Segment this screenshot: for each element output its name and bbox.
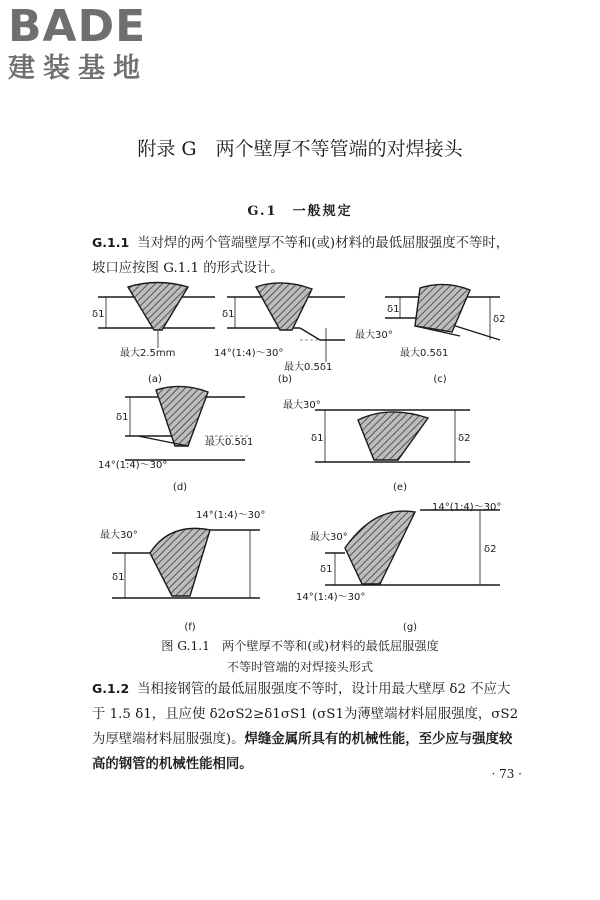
figure-caption-line2: 不等时管端的对焊接头形式	[226, 660, 374, 674]
clause-number: G.1.2	[92, 681, 130, 696]
delta1-f: δ1	[112, 572, 125, 583]
logo-brand: BADE	[8, 1, 147, 52]
label-e: (e)	[393, 482, 407, 493]
note-max05-c: 最大0.5δ1	[400, 348, 449, 359]
delta2-e: δ2	[458, 433, 471, 444]
delta2-g: δ2	[484, 544, 497, 555]
note-angle-b: 14°(1:4)～30°	[214, 348, 284, 359]
delta1-b: δ1	[222, 309, 235, 320]
diagram-c	[385, 284, 500, 340]
clause-text: 当对焊的两个管端壁厚不等和(或)材料的最低屈服强度不等时，坡口应按图 G.1.1 的形式设计。	[92, 236, 510, 276]
label-a: (a)	[148, 374, 162, 385]
note-max30-c: 最大30°	[355, 330, 393, 341]
label-f: (f)	[184, 622, 196, 633]
section-heading: G.1 一般规定	[247, 204, 353, 219]
note-max30-e: 最大30°	[283, 400, 321, 411]
label-b: (b)	[277, 374, 293, 385]
note-max05-d: 最大0.5δ1	[205, 437, 254, 448]
note-max30-g: 最大30°	[310, 532, 348, 543]
label-d: (d)	[172, 482, 188, 493]
page-number: · 73 ·	[491, 767, 522, 781]
clause-number: G.1.1	[92, 235, 130, 250]
appendix-title: 附录 G 两个壁厚不等管端的对焊接头	[137, 138, 463, 160]
note-angle-g-top: 14°(1:4)～30°	[432, 502, 502, 513]
figure-caption-line1: 图 G.1.1 两个壁厚不等和(或)材料的最低屈服强度	[161, 639, 439, 653]
diagram-d	[125, 386, 248, 460]
diagram-g	[325, 510, 500, 585]
note-angle-g-bottom: 14°(1:4)～30°	[296, 592, 366, 603]
diagram-a	[98, 283, 215, 349]
delta1-a: δ1	[92, 309, 105, 320]
delta1-d: δ1	[116, 412, 129, 423]
clause-text-b: 焊缝金属所具有的机械性能，至少应与强度较高的钢管的机械性能相同。	[92, 731, 513, 772]
delta2-c: δ2	[493, 314, 506, 325]
diagram-e	[315, 410, 470, 462]
logo-subtitle: 建装基地	[8, 53, 148, 84]
delta1-e: δ1	[311, 433, 324, 444]
label-c: (c)	[433, 374, 447, 385]
delta1-g: δ1	[320, 564, 333, 575]
note-max30-f: 最大30°	[100, 530, 138, 541]
note-max05-b: 最大0.5δ1	[284, 362, 333, 373]
clause-g12	[92, 676, 522, 777]
note-angle-f: 14°(1:4)～30°	[196, 510, 266, 521]
delta1-c: δ1	[387, 304, 400, 315]
label-g: (g)	[402, 622, 418, 633]
note-max-2-5mm: 最大2.5mm	[120, 348, 176, 359]
note-angle-d: 14°(1:4)～30°	[98, 460, 168, 471]
clause-text-a: 当相接钢管的最低屈服强度不等时，设计用最大壁厚 δ2 不应大于 1.5 δ1，且应使 δ2σS2≥δ1σS1 (σS1为薄壁端材料屈服强度，σS2为厚壁端材料屈服强度)。	[92, 682, 519, 747]
